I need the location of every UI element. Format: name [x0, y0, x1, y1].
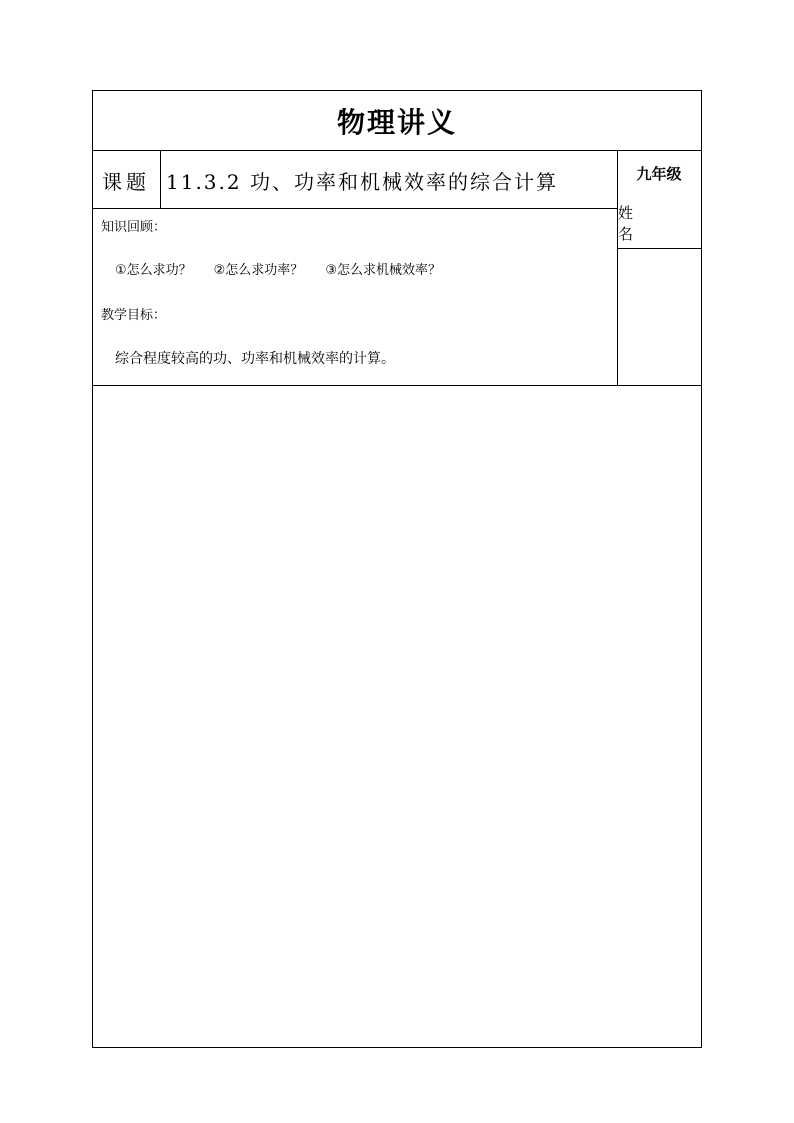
review-question-1: ①怎么求功？ — [115, 263, 192, 278]
page-title: 物理讲义 — [336, 106, 457, 139]
topic-text: 11.3.2 功、功率和机械效率的综合计算 — [166, 169, 558, 194]
topic-label: 课题 — [102, 169, 150, 194]
review-questions — [115, 259, 463, 278]
goals-text: 综合程度较高的功、功率和机械效率的计算。 — [115, 351, 395, 367]
grade-label: 九年级 — [636, 164, 682, 183]
topic-divider — [92, 208, 618, 209]
name-label: 姓 名 — [618, 204, 646, 243]
title-divider — [92, 150, 702, 151]
review-heading: 知识回顾： — [101, 220, 167, 235]
name-field[interactable] — [618, 249, 700, 384]
label-divider — [160, 150, 161, 208]
content-area[interactable] — [93, 386, 701, 1047]
review-question-3: ③怎么求机械效率？ — [325, 263, 441, 278]
review-question-2: ②怎么求功率？ — [213, 263, 304, 278]
goals-heading: 教学目标： — [101, 308, 167, 323]
